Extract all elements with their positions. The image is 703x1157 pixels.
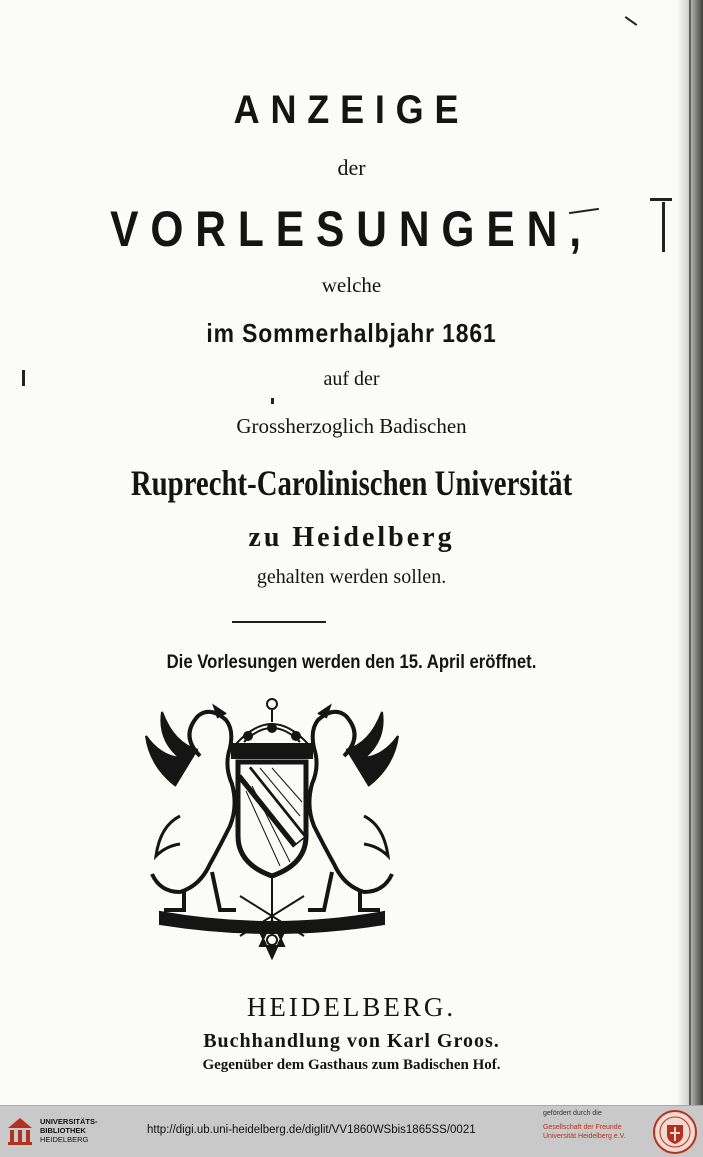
ink-speck xyxy=(650,198,672,201)
line-der: der xyxy=(337,155,366,180)
footer-bar xyxy=(0,1105,703,1157)
semester-line: im Sommerhalbjahr 1861 xyxy=(206,318,497,348)
university-name: Ruprecht-Carolinischen Universität xyxy=(130,463,573,503)
imprint-city: HEIDELBERG. xyxy=(246,992,457,1022)
sponsor-name-line: Gesellschaft der Freunde xyxy=(543,1124,622,1131)
title-vorlesungen: VORLESUNGEN, xyxy=(110,201,593,257)
held-line: gehalten werden sollen. xyxy=(256,566,447,588)
imprint-address: Gegenüber dem Gasthaus zum Badischen Hof. xyxy=(202,1057,501,1073)
university-seal-icon xyxy=(652,1109,698,1155)
imprint-publisher: Buchhandlung von Karl Groos. xyxy=(203,1030,500,1052)
library-name-line: BIBLIOTHEK xyxy=(40,1126,86,1135)
sponsor-name xyxy=(543,1123,626,1141)
sponsor-label: gefördert durch die xyxy=(543,1110,602,1117)
badge-coat-of-arms-icon xyxy=(140,696,404,966)
university-library-logo-icon xyxy=(6,1116,34,1146)
library-name-line: UNIVERSITÄTS- xyxy=(40,1117,98,1126)
library-name-line: HEIDELBERG xyxy=(40,1135,89,1144)
ink-speck xyxy=(271,398,274,404)
ink-speck xyxy=(662,202,665,252)
library-name xyxy=(40,1117,98,1144)
opening-date-line: Die Vorlesungen werden den 15. April eröffnet. xyxy=(166,652,537,673)
line-welche: welche xyxy=(321,273,382,297)
ink-speck xyxy=(625,16,638,26)
line-auf-der: auf der xyxy=(323,368,380,390)
location-line: zu Heidelberg xyxy=(248,522,455,553)
title-anzeige: ANZEIGE xyxy=(233,88,470,132)
divider-rule xyxy=(232,621,326,623)
permalink-url[interactable]: http://digi.ub.uni-heidelberg.de/diglit/VV1860WSbis1865SS/0021 xyxy=(147,1124,476,1136)
grand-duchy-line: Grossherzoglich Badischen xyxy=(236,414,467,438)
sponsor-name-line: Universität Heidelberg e.V. xyxy=(543,1133,626,1140)
